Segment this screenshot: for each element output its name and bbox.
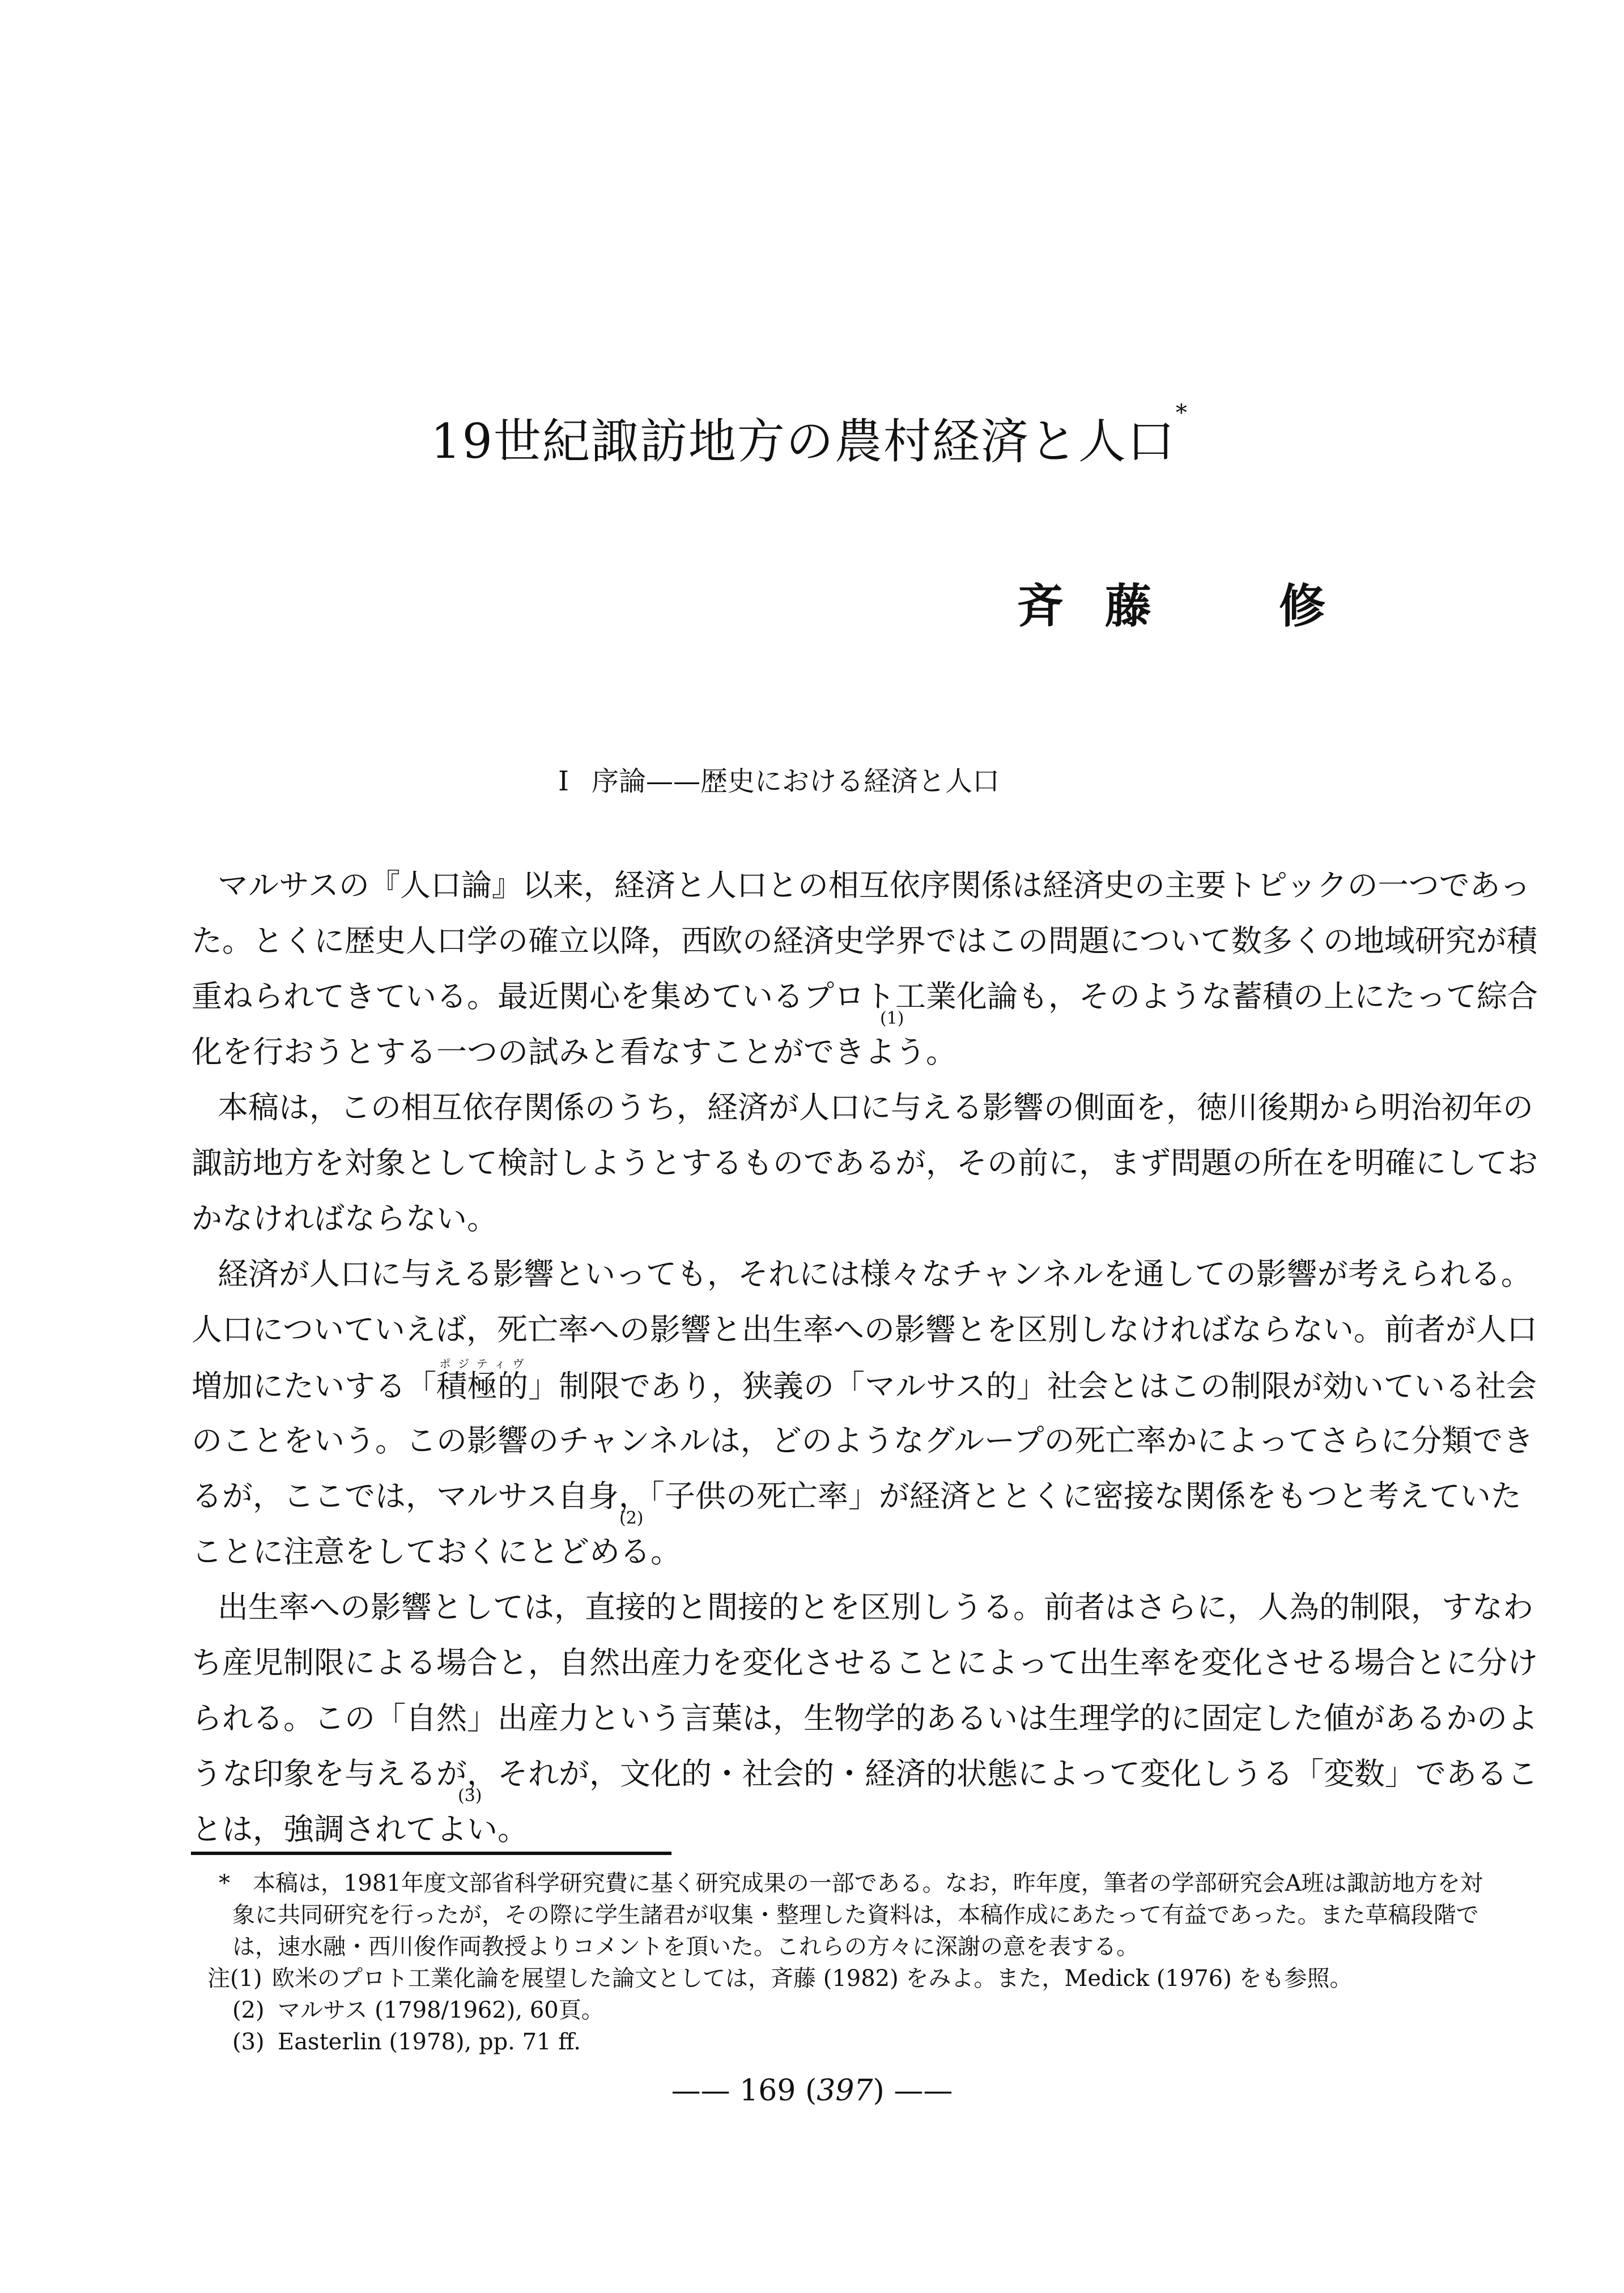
original-page-number: 397 [817, 2074, 873, 2108]
paper-title [431, 400, 1188, 472]
text-line: 経済が人口に与える影響といっても，それには様々なチャンネルを通しての影響が考えられる。 [218, 1256, 1532, 1292]
section-number: I [558, 765, 569, 797]
title-footnote-mark: * [1175, 400, 1188, 426]
text-line [192, 1357, 1537, 1413]
footnote-ref: (1) [880, 1009, 904, 1028]
line-text: とは，強調されてよい。 [192, 1811, 528, 1847]
text-line: た。とくに歴史人口学の確立以降，西欧の経済史学界ではこの問題について数多くの地域研究が積 [192, 923, 1537, 959]
text-line: のことをいう。この影響のチャンネルは，どのようなグループの死亡率かによってさらに分類でき [192, 1423, 1534, 1458]
text-line [192, 1009, 1427, 1080]
title-text: 19世紀諏訪地方の農村経済と人口 [431, 414, 1176, 469]
page-number-value: 169 [739, 2074, 796, 2108]
footnote-rule [191, 1852, 671, 1855]
text-line: 重ねられてきている。最近関心を集めているプロト工業化論も，そのような蓄積の上にたって綜合 [192, 979, 1538, 1014]
footnote-line: は，速水融・西川俊作両教授よりコメントを頂いた。これらの方々に深謝の意を表する。 [232, 1934, 1139, 1960]
text-line [192, 1508, 1427, 1580]
footnote-text: 欧米のプロト工業化論を展望した論文としては，斉藤 (1982) をみよ。また，Medick (1976) をも参照。 [272, 1966, 1353, 1992]
footnote-ref: (3) [458, 1786, 482, 1806]
page-number: —— 169 (397) —— [671, 2074, 953, 2108]
footnote-text: マルサス (1798/1962), 60頁。 [278, 1997, 604, 2023]
footnote-mark: * [219, 1870, 230, 1896]
line-text: ことに注意をしておくにとどめる。 [192, 1534, 681, 1569]
ruby-text: ポジティヴ [436, 1357, 528, 1371]
footnote-text: Easterlin (1978), pp. 71 ff. [278, 2029, 581, 2055]
author-char: 藤 [1105, 579, 1152, 633]
footnotes [207, 1867, 1483, 2058]
footnote-mark: (3) [232, 2029, 265, 2055]
text-line: られる。この「自然」出産力という言葉は，生物学的あるいは生理学的に固定した値があるかのよ [192, 1700, 1538, 1736]
footnote-mark: 注(1) [207, 1966, 262, 1992]
body-text [192, 858, 1538, 1857]
dash: —— [894, 2074, 953, 2108]
line-text: 」制限であり，狭義の「マルサス的」社会とはこの制限が効いている社会 [528, 1368, 1537, 1404]
footnote-ref: (2) [619, 1508, 644, 1528]
author-char: 修 [1279, 579, 1326, 633]
author-char: 斉 [1017, 579, 1064, 633]
footnote-line [207, 2026, 1437, 2058]
footnote-mark: (2) [232, 1997, 265, 2023]
ruby-word [436, 1357, 528, 1404]
text-line: うな印象を与えるが，それが，文化的・社会的・経済的状態によって変化しうる「変数」であるこ [192, 1756, 1538, 1792]
ruby-base: 積極的 [436, 1368, 528, 1404]
text-line: 人口についていえば，死亡率への影響と出生率への影響とを区別しなければならない。前者が人口 [192, 1312, 1537, 1347]
line-text: 化を行おうとする一つの試みと看なすことができよう。 [192, 1034, 956, 1070]
text-line: ち産児制限による場合と，自然出産力を変化させることによって出生率を変化させる場合とに分け [192, 1645, 1538, 1681]
text-line: 本稿は，この相互依存関係のうち，経済が人口に与える影響の側面を，徳川後期から明治初年の [218, 1090, 1533, 1125]
text-line: かなければならない。 [192, 1201, 498, 1236]
text-line: マルサスの『人口論』以来，経済と人口との相互依序関係は経済史の主要トピックの一つであっ [218, 867, 1531, 903]
dash: —— [671, 2074, 730, 2108]
text-line [192, 1786, 1427, 1857]
line-text: 増加にたいする「 [192, 1368, 436, 1404]
text-line: 諏訪地方を対象として検討しようとするものであるが，その前に，まず問題の所在を明確にしてお [192, 1145, 1538, 1181]
footnote-line [207, 1963, 1437, 1994]
section-heading [558, 759, 1000, 798]
section-title: 序論——歴史における経済と人口 [591, 765, 1000, 797]
footnote-line: 象に共同研究を行ったが，その際に学生諸君が収集・整理した資料は，本稿作成にあたって有益であった。また草稿段階で [232, 1902, 1479, 1928]
footnote-line [207, 1867, 1483, 1899]
footnote-line [207, 1994, 1437, 2026]
footnote-text: 本稿は，1981年度文部省科学研究費に基く研究成果の一部である。なお，昨年度，筆者の学部研究会A班は諏訪地方を対 [253, 1870, 1483, 1896]
text-line: るが，ここでは，マルサス自身，「子供の死亡率」が経済ととくに密接な関係をもつと考えていた [192, 1478, 1521, 1514]
text-line: 出生率への影響としては，直接的と間接的とを区別しうる。前者はさらに，人為的制限，すなわ [218, 1589, 1533, 1625]
